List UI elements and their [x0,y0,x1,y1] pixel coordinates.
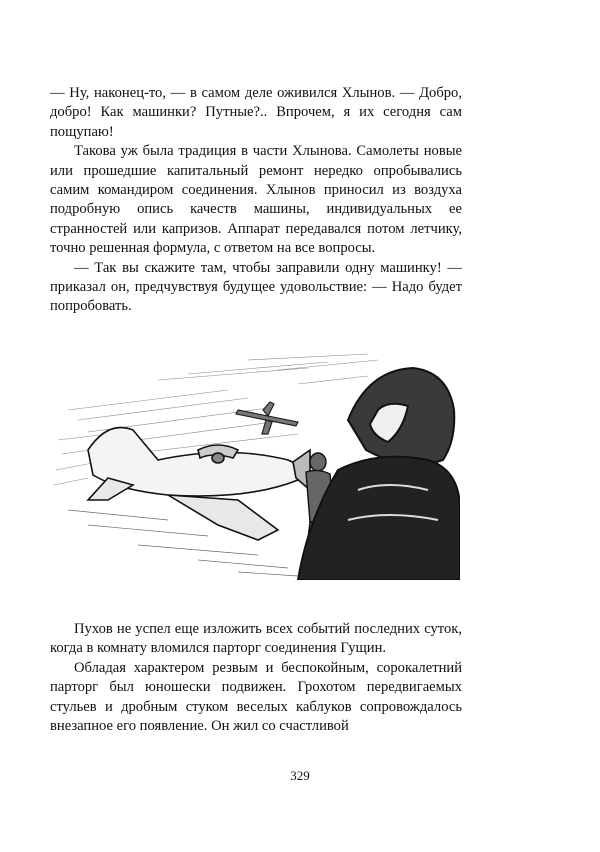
paragraph: Пухов не успел еще изложить всех событий последних суток, когда в комнату вломился парторг соединения Гущин. [50,621,462,657]
paragraph: Такова уж была традиция в части Хлынова. Самолеты новые или прошедшие капитальный ремонт нередко опробывались самим командиром соединения. Хлынов приносил из воздуха подробную опись качеств машины, индивидуальных ее странностей или капризов. Аппарат передавался потом летчику, точно решенная формула, с ответом на все вопросы. [50,143,462,257]
paragraph: Обладая характером резвым и беспокойным, сорокалетний парторг был юношески подвижен. Грохотом передвигаемых стульев и дробным стуком веселых каблуков сопровождалось внезапное его появление. Он жил со счастливой [50,659,462,735]
paragraph: — Так вы скажите там, чтобы заправили одну машинку! — приказал он, предчувствуя будущее удовольствие: — Надо будет попробовать. [50,259,462,315]
airplane [88,428,310,541]
pilot-airplane-illustration [48,350,460,580]
page-number: 329 [290,768,310,783]
paragraph: — Ну, наконец-то, — в самом деле оживился Хлынов. — Добро, добро! Как машинки? Путные?.. Впрочем, я их сегодня сам пощупаю! [50,85,462,140]
text-block-top [50,84,462,317]
distant-plane [236,402,298,434]
text-block-bottom [50,620,462,736]
